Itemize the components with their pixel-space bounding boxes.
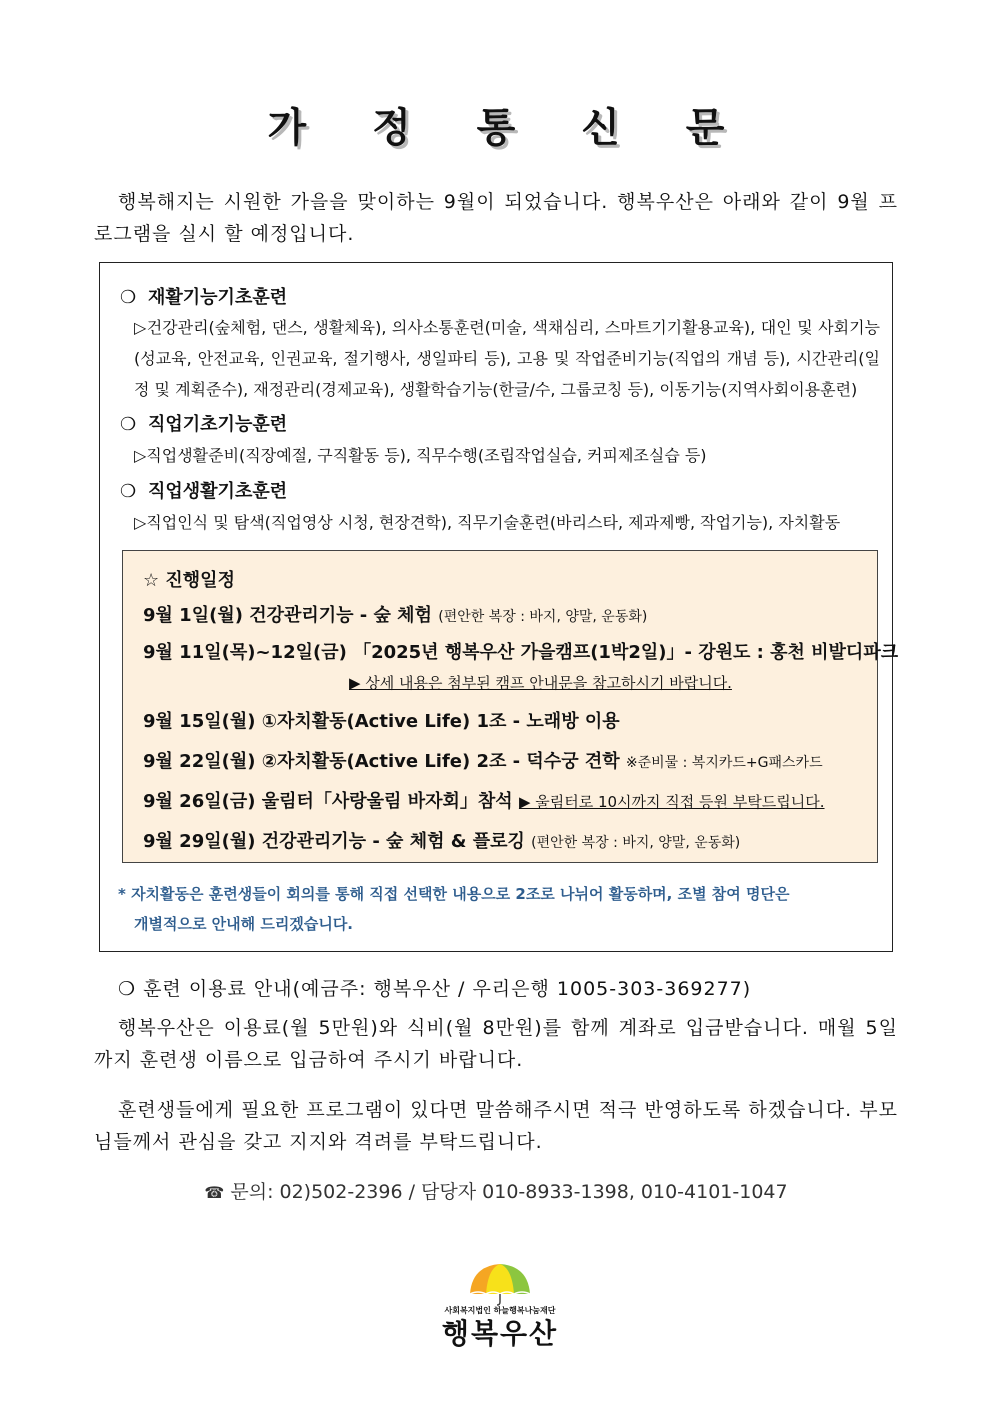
schedule-item-note: (편안한 복장 : 바지, 양말, 운동화) [438,609,648,625]
footnote [118,879,878,939]
schedule-item [143,707,620,733]
schedule-item [143,747,823,773]
schedule-item-text: 9월 29일(월) 건강관리기능 - 숲 체험 & 플로깅 [143,831,525,852]
telephone-icon: ☎ [204,1183,225,1202]
section-title: 직업기초기능훈련 [148,414,288,435]
payment-heading: ❍ 훈련 이용료 안내(예금주: 행복우산 / 우리은행 1005-303-369277) [118,978,752,1000]
page-title: 가 정 통 신 문 [267,105,751,151]
section-detail: ▷직업인식 및 탐색(직업영상 시청, 현장견학), 직무기술훈련(바리스타, 제과제빵, 작업기능), 자치활동 [134,513,841,532]
footnote-line: * 자치활동은 훈련생들이 회의를 통해 직접 선택한 내용으로 2조로 나뉘어 활동하며, 조별 참여 명단은 [118,885,790,903]
schedule-item-note: ▶ 울림터로 10시까지 직접 등원 부탁드립니다. [518,793,825,811]
section-detail: ▷건강관리(숲체험, 댄스, 생활체육), 의사소통훈련(미술, 색채심리, 스마트기기활용교육), 대인 및 사회기능(성교육, 안전교육, 인권교육, 절기행사, 생일파티 등), 고용 및 작업준비기능(직업의 개념 등), 시간관리(일정 및 계획준수), 재정관리(경제교육), 생활학습기능(한글/수, 그룹코칭 등), 이동기능(지역사회이용훈련) [134,318,880,399]
payment-paragraph: 행복우산은 이용료(월 5만원)와 식비(월 8만원)를 함께 계좌로 입금받습니다. 매월 5일까지 훈련생 이름으로 입금하여 주시기 바랍니다. [94,1017,898,1071]
contact-line [0,1177,992,1204]
section-title: 재활기능기초훈련 [148,287,288,308]
umbrella-icon [420,1258,580,1306]
section-detail: ▷직업생활준비(직장예절, 구직활동 등), 직무수행(조립작업실습, 커피제조실습 등) [134,446,707,465]
schedule-item [143,827,740,853]
footnote-line: 개별적으로 안내해 드리겠습니다. [134,915,354,933]
contact-text: 문의: 02)502-2396 / 담당자 010-8933-1398, 010-4101-1047 [230,1181,788,1203]
schedule-item-note: (편안한 복장 : 바지, 양말, 운동화) [531,835,741,851]
schedule-item [143,638,898,664]
section-heading [120,283,287,309]
schedule-item-text: 9월 11일(목)~12일(금) 「2025년 행복우산 가을캠프(1박2일)」- 강원도 : 홍천 비발디파크 [143,642,899,663]
logo-name: 행복우산 [441,1317,559,1350]
logo-subtitle: 사회복지법인 하늘행복나눔재단 [444,1306,556,1315]
section-heading [120,410,287,436]
schedule-item-text: 9월 22일(월) ②자치활동(Active Life) 2조 - 덕수궁 견학 [143,751,620,772]
schedule-item-text: 9월 1일(월) 건강관리기능 - 숲 체험 [143,605,432,626]
closing-paragraph: 훈련생들에게 필요한 프로그램이 있다면 말씀해주시면 적극 반영하도록 하겠습니다. 부모님들께서 관심을 갖고 지지와 격려를 부탁드립니다. [94,1099,898,1153]
program-box [99,262,899,952]
logo [420,1258,580,1358]
schedule-heading: ☆ 진행일정 [143,570,235,591]
schedule-item [143,601,647,627]
circle-bullet-icon: ❍ [120,414,137,435]
circle-bullet-icon: ❍ [120,481,137,502]
schedule-item-note [349,672,732,693]
schedule-item-text: 9월 26일(금) 울림터「사랑울림 바자회」참석 [143,791,513,812]
circle-bullet-icon: ❍ [120,287,137,308]
schedule-item-note: ※준비물 : 복지카드+G패스카드 [625,755,823,771]
section-heading [120,477,287,503]
camp-notice: ▶ 상세 내용은 첨부된 캠프 안내문을 참고하시기 바랍니다. [349,674,732,692]
schedule-item-text: 9월 15일(월) ①자치활동(Active Life) 1조 - 노래방 이용 [143,711,620,732]
intro-paragraph: 행복해지는 시원한 가을을 맞이하는 9월이 되었습니다. 행복우산은 아래와 같이 9월 프로그램을 실시 할 예정입니다. [94,191,898,245]
schedule-box [122,550,899,863]
section-title: 직업생활기초훈련 [148,481,288,502]
schedule-item [143,787,825,813]
